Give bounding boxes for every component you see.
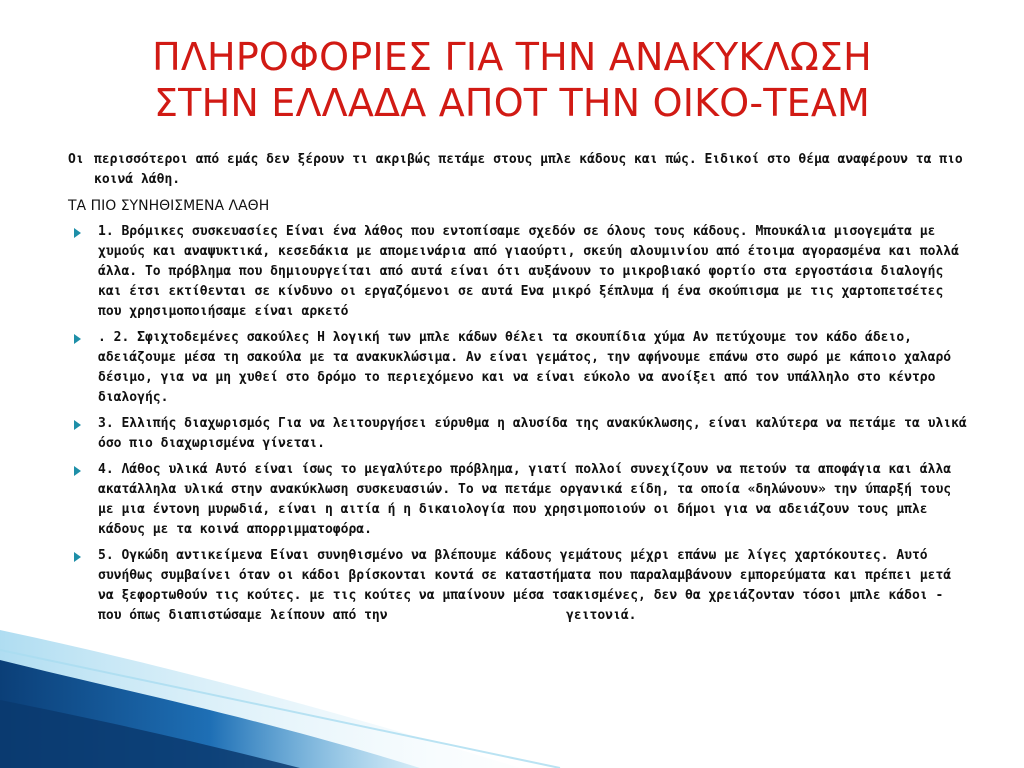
intro-paragraph <box>68 150 972 190</box>
bullet-item-5 <box>68 546 972 626</box>
bullet-arrow-icon <box>74 466 81 476</box>
bullet-arrow-icon <box>74 228 81 238</box>
intro-lead: Οι <box>68 152 84 167</box>
bullet-text: 1. Βρόμικες συσκευασίες Είναι ένα λάθος που εντοπίσαμε σχεδόν σε όλους τους κάδους. Μπουκάλια μισογεμάτα με χυμούς και αναψυκτικά, κεσεδάκια με απομεινάρια από γιαούρτι, σκεύη αλουμινίου από έτοιμα αγορασμένα και πολλά άλλα. Το πρόβλημα που δημιουργείται από αυτά είναι ότι αυξάνουν το μικροβιακό φορτίο στα εργοστάσια διαλογής και έτσι εκτίθενται σε κίνδυνο οι εργαζόμενοι σε αυτά Ενα μικρό ξέπλυμα ή ένα σκούπισμα με τις χαρτοπετσέτες που χρησιμοποιήσαμε είναι αρκετό <box>98 224 959 319</box>
bullet-text: 3. Ελλιπής διαχωρισμός Για να λειτουργήσει εύρυθμα η αλυσίδα της ανακύκλωσης, είναι καλύτερα να πετάμε τα υλικά όσο πιο διαχωρισμένα γίνεται. <box>98 416 967 451</box>
slide-body <box>68 150 972 632</box>
bullet-arrow-icon <box>74 420 81 430</box>
bullet-text: . 2. Σφιχτοδεμένες σακούλες Η λογική των μπλε κάδων θέλει τα σκουπίδια χύμα Αν πετύχουμε τον κάδο άδειο, αδειάζουμε μέσα τη σακούλα με τα ανακυκλώσιμα. Αν είναι γεμάτος, την αφήνουμε επάνω στο σωρό με κάποιο χαλαρό δέσιμο, για να μη χυθεί στο δρόμο το περιεχόμενο και να είναι εύκολο να ανοίξει από τον υπάλληλο στο κέντρο διαλογής. <box>98 330 952 405</box>
bullet-text-white-word: υπόλοιπη <box>395 608 459 623</box>
slide-title <box>40 34 984 126</box>
slide-title-line-1: ΠΛΗΡΟΦΟΡΙΕΣ ΓΙΑ ΤΗΝ ΑΝΑΚΥΚΛΩΣΗ <box>152 35 872 79</box>
bullet-arrow-icon <box>74 334 81 344</box>
bullet-arrow-icon <box>74 552 81 562</box>
bullet-item-1 <box>68 222 972 322</box>
section-heading: ΤΑ ΠΙΟ ΣΥΝΗΘΙΣΜΕΝΑ ΛΑΘΗ <box>68 198 270 214</box>
bullet-item-2 <box>68 328 972 408</box>
bullet-text: 4. Λάθος υλικά Αυτό είναι ίσως το μεγαλύτερο πρόβλημα, γιατί πολλοί συνεχίζουν να πετούν τα αποφάγια και άλλα ακατάλληλα υλικά στην ανακύκλωση συσκευασιών. Το να πετάμε οργανικά είδη, τα οποία «δηλώνουν» την ύπαρξή τους με μια έντονη μυρωδιά, είναι η αιτία ή η δικαιολογία που χρησιμοποιούν οι δήμοι για να αδειάζουν τους μπλε κάδους με τα κοινά απορριμματοφόρα. <box>98 462 952 537</box>
bullet-text: 5. Ογκώδη αντικείμενα Είναι συνηθισμένο να βλέπουμε κάδους γεμάτους μέχρι επάνω με λίγες χαρτόκουτες. Αυτό συνήθως συμβαίνει όταν οι κάδοι βρίσκονται κοντά σε καταστήματα που παραλαμβάνουν εμπορεύματα και πρέπει μετά να ξεφορτωθούν τις κούτες. με τις κούτες να μπαίνουν μέσα τσακισμένες, δεν θα χρειάζονταν τόσοι μπλε κάδοι - που όπως διαπιστώσαμε λείπουν από την <box>98 548 952 623</box>
intro-text: περισσότεροι από εμάς δεν ξέρουν τι ακριβώς πετάμε στους μπλε κάδους και πώς. Ειδικοί στο θέμα αναφέρουν τα πιο κοινά λάθη. <box>94 152 963 187</box>
bullet-item-3 <box>68 414 972 454</box>
slide-title-line-2: ΣΤΗΝ ΕΛΛΑΔΑ ΑΠΟΤ ΤΗΝ ΟΙΚΟ-TEAM <box>153 81 871 125</box>
bullet-item-4 <box>68 460 972 540</box>
bullet-text-tail: γειτονιά. <box>566 608 637 623</box>
